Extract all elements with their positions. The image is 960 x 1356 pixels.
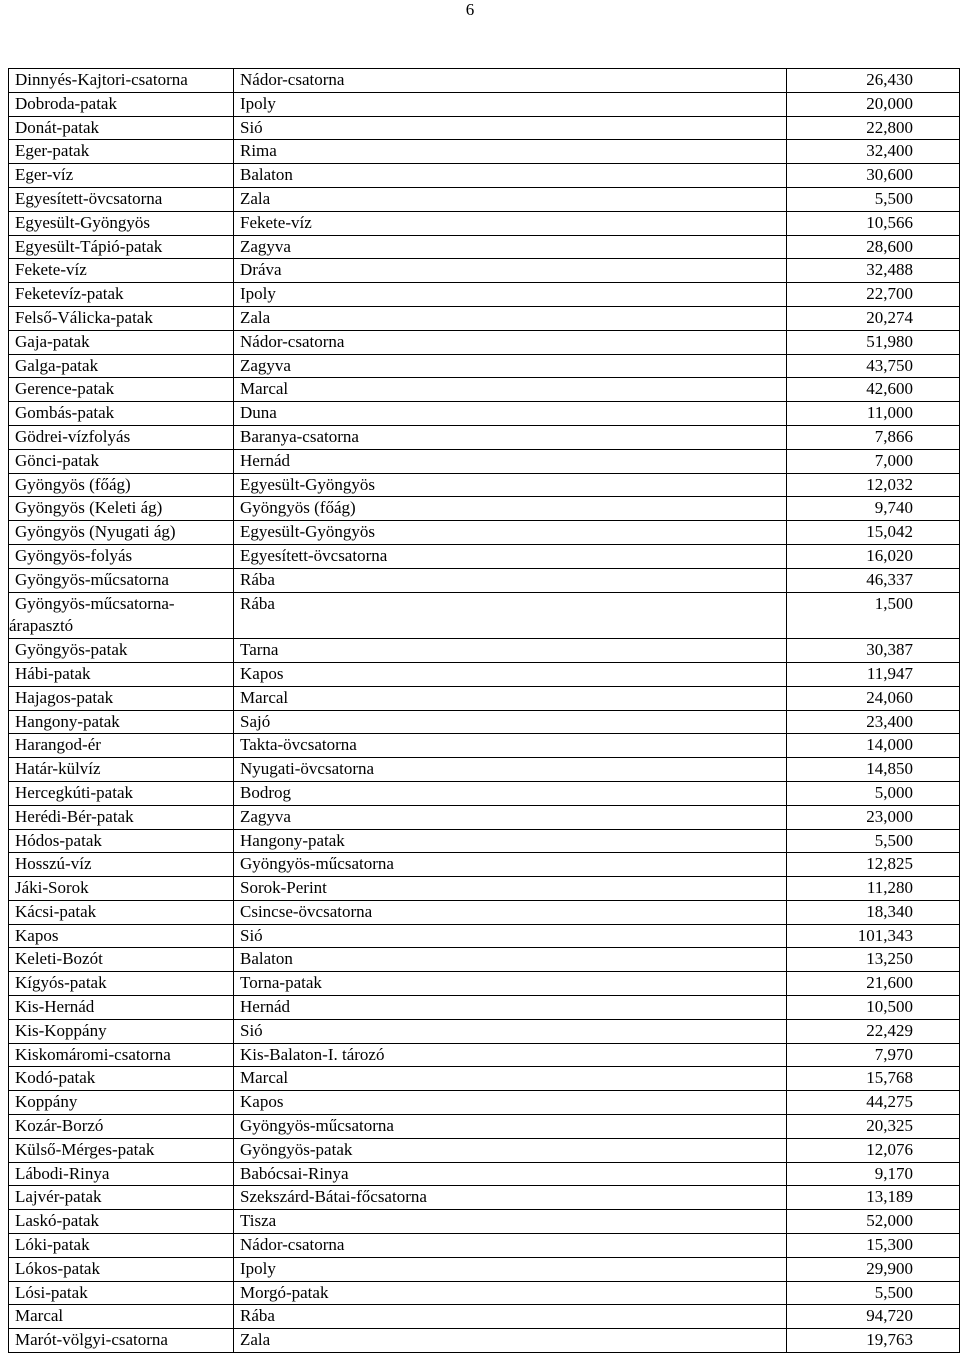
table-row	[9, 1138, 960, 1162]
length-cell: 18,340	[787, 900, 960, 924]
length-cell: 32,400	[787, 140, 960, 164]
watercourse-name-cell: Kígyós-patak	[9, 972, 234, 996]
length-cell: 9,170	[787, 1162, 960, 1186]
length-cell: 9,740	[787, 497, 960, 521]
length-cell: 15,768	[787, 1067, 960, 1091]
receiving-water-cell: Rima	[234, 140, 787, 164]
receiving-water-cell: Ipoly	[234, 283, 787, 307]
table-row	[9, 1257, 960, 1281]
length-cell: 12,032	[787, 473, 960, 497]
receiving-water-cell: Torna-patak	[234, 972, 787, 996]
table-row	[9, 140, 960, 164]
watercourse-name-cell: Egyesült-Tápió-patak	[9, 235, 234, 259]
receiving-water-cell: Ipoly	[234, 92, 787, 116]
table-row	[9, 1019, 960, 1043]
watercourse-name-cell: Kis-Koppány	[9, 1019, 234, 1043]
receiving-water-cell: Sió	[234, 1019, 787, 1043]
table-row	[9, 354, 960, 378]
watercourse-name-cell: Lóki-patak	[9, 1234, 234, 1258]
length-cell: 11,280	[787, 877, 960, 901]
table-row	[9, 473, 960, 497]
table-row	[9, 758, 960, 782]
length-cell: 28,600	[787, 235, 960, 259]
length-cell: 5,500	[787, 187, 960, 211]
receiving-water-cell: Kapos	[234, 662, 787, 686]
table-row	[9, 521, 960, 545]
length-cell: 19,763	[787, 1329, 960, 1353]
watercourse-name-line1: Gyöngyös-műcsatorna-	[15, 593, 175, 613]
watercourse-name-cell: Gyöngyös (főág)	[9, 473, 234, 497]
watercourse-name-cell: Egyesült-Gyöngyös	[9, 211, 234, 235]
receiving-water-cell: Marcal	[234, 686, 787, 710]
receiving-water-cell: Zagyva	[234, 235, 787, 259]
length-cell: 10,500	[787, 996, 960, 1020]
receiving-water-cell: Rába	[234, 1305, 787, 1329]
length-cell: 46,337	[787, 568, 960, 592]
length-cell: 20,274	[787, 306, 960, 330]
receiving-water-cell: Tisza	[234, 1210, 787, 1234]
table-row	[9, 211, 960, 235]
receiving-water-cell: Sió	[234, 924, 787, 948]
watercourse-name-cell: Koppány	[9, 1091, 234, 1115]
receiving-water-cell: Nádor-csatorna	[234, 69, 787, 93]
length-cell: 5,000	[787, 781, 960, 805]
receiving-water-cell: Zagyva	[234, 354, 787, 378]
watercourse-name-cell: Hódos-patak	[9, 829, 234, 853]
receiving-water-cell: Egyesült-Gyöngyös	[234, 521, 787, 545]
table-row	[9, 164, 960, 188]
receiving-water-cell: Fekete-víz	[234, 211, 787, 235]
watercourse-name-cell: Hajagos-patak	[9, 686, 234, 710]
table-row	[9, 781, 960, 805]
length-cell: 16,020	[787, 544, 960, 568]
table-body	[9, 69, 960, 1353]
watercourse-name-cell: Egyesített-övcsatorna	[9, 187, 234, 211]
watercourse-name-cell	[9, 592, 234, 639]
table-row	[9, 639, 960, 663]
length-cell: 7,866	[787, 425, 960, 449]
receiving-water-cell: Zagyva	[234, 805, 787, 829]
watercourse-name-cell: Feketevíz-patak	[9, 283, 234, 307]
watercourse-name-cell: Kapos	[9, 924, 234, 948]
watercourse-name-cell: Határ-külvíz	[9, 758, 234, 782]
watercourse-name-cell: Hercegkúti-patak	[9, 781, 234, 805]
table-row	[9, 568, 960, 592]
watercourse-name-cell: Kácsi-patak	[9, 900, 234, 924]
receiving-water-cell: Sajó	[234, 710, 787, 734]
receiving-water-cell: Gyöngyös-műcsatorna	[234, 853, 787, 877]
receiving-water-cell: Hangony-patak	[234, 829, 787, 853]
table-row	[9, 1115, 960, 1139]
length-cell: 22,800	[787, 116, 960, 140]
length-cell: 5,500	[787, 829, 960, 853]
table-row	[9, 710, 960, 734]
table-row	[9, 734, 960, 758]
watercourse-name-cell: Keleti-Bozót	[9, 948, 234, 972]
watercourse-name-cell: Harangod-ér	[9, 734, 234, 758]
length-cell: 13,189	[787, 1186, 960, 1210]
length-cell: 11,947	[787, 662, 960, 686]
receiving-water-cell: Szekszárd-Bátai-főcsatorna	[234, 1186, 787, 1210]
receiving-water-cell: Rába	[234, 568, 787, 592]
table-row	[9, 924, 960, 948]
receiving-water-cell: Tarna	[234, 639, 787, 663]
length-cell: 32,488	[787, 259, 960, 283]
watercourse-name-cell: Kiskomáromi-csatorna	[9, 1043, 234, 1067]
receiving-water-cell: Babócsai-Rinya	[234, 1162, 787, 1186]
length-cell: 1,500	[787, 592, 960, 639]
watercourse-name-cell: Külső-Mérges-patak	[9, 1138, 234, 1162]
receiving-water-cell: Sió	[234, 116, 787, 140]
length-cell: 101,343	[787, 924, 960, 948]
watercourse-name-cell: Kodó-patak	[9, 1067, 234, 1091]
watercourse-name-cell: Gyöngyös-műcsatorna	[9, 568, 234, 592]
watercourse-name-cell: Hosszú-víz	[9, 853, 234, 877]
receiving-water-cell: Balaton	[234, 164, 787, 188]
length-cell: 5,500	[787, 1281, 960, 1305]
receiving-water-cell: Sorok-Perint	[234, 877, 787, 901]
table-row	[9, 425, 960, 449]
receiving-water-cell: Duna	[234, 402, 787, 426]
watercourse-name-cell: Kozár-Borzó	[9, 1115, 234, 1139]
watercourse-name-cell: Gerence-patak	[9, 378, 234, 402]
watercourse-name-cell: Lajvér-patak	[9, 1186, 234, 1210]
length-cell: 7,970	[787, 1043, 960, 1067]
table-row	[9, 378, 960, 402]
receiving-water-cell: Kis-Balaton-I. tározó	[234, 1043, 787, 1067]
receiving-water-cell: Balaton	[234, 948, 787, 972]
table-row	[9, 235, 960, 259]
length-cell: 26,430	[787, 69, 960, 93]
watercourse-name-cell: Galga-patak	[9, 354, 234, 378]
length-cell: 13,250	[787, 948, 960, 972]
receiving-water-cell: Hernád	[234, 996, 787, 1020]
receiving-water-cell: Egyesült-Gyöngyös	[234, 473, 787, 497]
length-cell: 12,076	[787, 1138, 960, 1162]
receiving-water-cell: Hernád	[234, 449, 787, 473]
receiving-water-cell: Ipoly	[234, 1257, 787, 1281]
watercourse-name-cell: Lókos-patak	[9, 1257, 234, 1281]
receiving-water-cell: Zala	[234, 306, 787, 330]
watercourse-name-cell: Hábi-patak	[9, 662, 234, 686]
length-cell: 23,400	[787, 710, 960, 734]
table-row	[9, 1234, 960, 1258]
length-cell: 42,600	[787, 378, 960, 402]
table-row	[9, 1210, 960, 1234]
receiving-water-cell: Egyesített-övcsatorna	[234, 544, 787, 568]
receiving-water-cell: Takta-övcsatorna	[234, 734, 787, 758]
table-row	[9, 948, 960, 972]
watercourse-name-cell: Gombás-patak	[9, 402, 234, 426]
receiving-water-cell: Csincse-övcsatorna	[234, 900, 787, 924]
table-row	[9, 544, 960, 568]
table-row	[9, 853, 960, 877]
receiving-water-cell: Marcal	[234, 1067, 787, 1091]
table-row	[9, 497, 960, 521]
length-cell: 30,600	[787, 164, 960, 188]
length-cell: 51,980	[787, 330, 960, 354]
watercourse-name-cell: Hangony-patak	[9, 710, 234, 734]
watercourse-name-cell: Fekete-víz	[9, 259, 234, 283]
table-row	[9, 1281, 960, 1305]
receiving-water-cell: Kapos	[234, 1091, 787, 1115]
length-cell: 29,900	[787, 1257, 960, 1281]
table-row	[9, 877, 960, 901]
watercourse-name-cell: Lábodi-Rinya	[9, 1162, 234, 1186]
length-cell: 43,750	[787, 354, 960, 378]
watercourse-name-cell: Gödrei-vízfolyás	[9, 425, 234, 449]
length-cell: 20,325	[787, 1115, 960, 1139]
watercourse-name-cell: Marót-völgyi-csatorna	[9, 1329, 234, 1353]
watercourse-name-cell: Gyöngyös-patak	[9, 639, 234, 663]
watercourse-table	[8, 68, 960, 1353]
length-cell: 94,720	[787, 1305, 960, 1329]
receiving-water-cell: Dráva	[234, 259, 787, 283]
table-row	[9, 330, 960, 354]
length-cell: 7,000	[787, 449, 960, 473]
table-row	[9, 92, 960, 116]
table-row	[9, 449, 960, 473]
watercourse-name-cell: Gyöngyös-folyás	[9, 544, 234, 568]
receiving-water-cell: Gyöngyös-műcsatorna	[234, 1115, 787, 1139]
table-row	[9, 283, 960, 307]
watercourse-name-cell: Gönci-patak	[9, 449, 234, 473]
table-row	[9, 972, 960, 996]
table-row	[9, 1305, 960, 1329]
length-cell: 22,429	[787, 1019, 960, 1043]
receiving-water-cell: Gyöngyös-patak	[234, 1138, 787, 1162]
table-row	[9, 1186, 960, 1210]
watercourse-name-cell: Kis-Hernád	[9, 996, 234, 1020]
table-row	[9, 402, 960, 426]
length-cell: 15,300	[787, 1234, 960, 1258]
watercourse-name-cell: Jáki-Sorok	[9, 877, 234, 901]
length-cell: 12,825	[787, 853, 960, 877]
length-cell: 21,600	[787, 972, 960, 996]
length-cell: 15,042	[787, 521, 960, 545]
page-number: 6	[465, 0, 475, 19]
watercourse-name-cell: Dobroda-patak	[9, 92, 234, 116]
watercourse-name-cell: Gaja-patak	[9, 330, 234, 354]
table-row	[9, 1091, 960, 1115]
watercourse-name-cell: Eger-patak	[9, 140, 234, 164]
length-cell: 44,275	[787, 1091, 960, 1115]
receiving-water-cell: Rába	[234, 592, 787, 639]
table-row	[9, 116, 960, 140]
length-cell: 20,000	[787, 92, 960, 116]
table-row	[9, 187, 960, 211]
length-cell: 14,000	[787, 734, 960, 758]
watercourse-name-cell: Donát-patak	[9, 116, 234, 140]
table-row	[9, 686, 960, 710]
table-row	[9, 996, 960, 1020]
receiving-water-cell: Marcal	[234, 378, 787, 402]
table-row	[9, 1067, 960, 1091]
receiving-water-cell: Nyugati-övcsatorna	[234, 758, 787, 782]
watercourse-name-cell: Felső-Válicka-patak	[9, 306, 234, 330]
watercourse-name-line2: árapasztó	[9, 616, 74, 636]
watercourse-name-cell: Herédi-Bér-patak	[9, 805, 234, 829]
table-row	[9, 1162, 960, 1186]
receiving-water-cell: Zala	[234, 187, 787, 211]
watercourse-name-cell: Lósi-patak	[9, 1281, 234, 1305]
receiving-water-cell: Gyöngyös (főág)	[234, 497, 787, 521]
table-row	[9, 662, 960, 686]
watercourse-name-cell: Marcal	[9, 1305, 234, 1329]
watercourse-name-cell: Gyöngyös (Keleti ág)	[9, 497, 234, 521]
length-cell: 24,060	[787, 686, 960, 710]
length-cell: 30,387	[787, 639, 960, 663]
receiving-water-cell: Zala	[234, 1329, 787, 1353]
length-cell: 11,000	[787, 402, 960, 426]
receiving-water-cell: Nádor-csatorna	[234, 330, 787, 354]
table-row	[9, 1043, 960, 1067]
table-row	[9, 259, 960, 283]
table-row	[9, 306, 960, 330]
receiving-water-cell: Morgó-patak	[234, 1281, 787, 1305]
length-cell: 52,000	[787, 1210, 960, 1234]
watercourse-name-cell: Gyöngyös (Nyugati ág)	[9, 521, 234, 545]
receiving-water-cell: Bodrog	[234, 781, 787, 805]
table-row	[9, 592, 960, 639]
table-row	[9, 69, 960, 93]
watercourse-name-cell: Laskó-patak	[9, 1210, 234, 1234]
length-cell: 10,566	[787, 211, 960, 235]
receiving-water-cell: Nádor-csatorna	[234, 1234, 787, 1258]
watercourse-name-cell: Dinnyés-Kajtori-csatorna	[9, 69, 234, 93]
receiving-water-cell: Baranya-csatorna	[234, 425, 787, 449]
table-row	[9, 805, 960, 829]
watercourse-name-cell: Eger-víz	[9, 164, 234, 188]
length-cell: 14,850	[787, 758, 960, 782]
table-row	[9, 1329, 960, 1353]
length-cell: 22,700	[787, 283, 960, 307]
table-row	[9, 829, 960, 853]
table-row	[9, 900, 960, 924]
length-cell: 23,000	[787, 805, 960, 829]
